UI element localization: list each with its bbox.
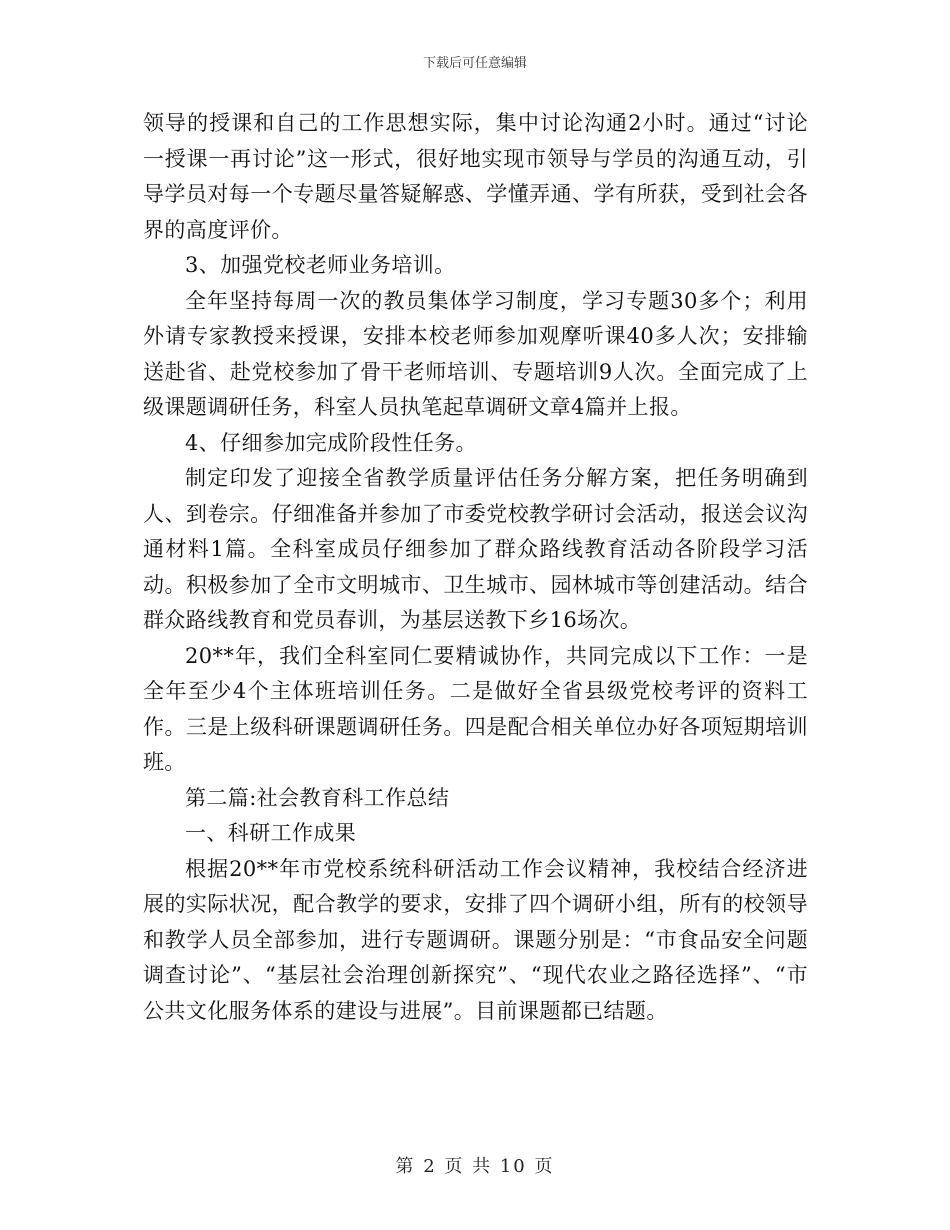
paragraph-phase-tasks: 制定印发了迎接全省教学质量评估任务分解方案，把任务明确到人、到卷宗。仔细准备并参加了市委党校教学研讨会活动，报送会议沟通材料1篇。全科室成员仔细参加了群众路线教育活动各阶段学习活动。积极参加了全市文明城市、卫生城市、园林城市等创建活动。结合群众路线教育和党员春训，为基层送教下乡16场次。 <box>143 466 808 632</box>
paragraph-plan: 20**年，我们全科室同仁要精诚协作，共同完成以下工作：一是全年至少4个主体班培训任务。二是做好全省县级党校考评的资料工作。三是上级科研课题调研任务。四是配合相关单位办好各项短期培训班。 <box>143 643 808 774</box>
paragraph-teacher-training: 全年坚持每周一次的教员集体学习制度，学习专题30多个；利用外请专家教授来授课，安排本校老师参加观摩听课40多人次；安排输送赴省、赴党校参加了骨干老师培训、专题培训9人次。全面完成了上级课题调研任务，科室人员执笔起草调研文章4篇并上报。 <box>143 288 808 419</box>
chapter-title: 第二篇:社会教育科工作总结 <box>185 785 450 810</box>
document-body <box>143 106 808 1029</box>
section-heading-4: 4、仔细参加完成阶段性任务。 <box>185 430 477 455</box>
section-heading-3: 3、加强党校老师业务培训。 <box>185 253 456 277</box>
page-footer: 第 2 页 共 10 页 <box>395 1156 555 1177</box>
page-header: 下载后可任意编辑 <box>422 56 527 71</box>
paragraph-research-results: 根据20**年市党校系统科研活动工作会议精神，我校结合经济进展的实际状况，配合教学的要求，安排了四个调研小组，所有的校领导和教学人员全部参加，进行专题调研。课题分别是：“市食品安全问题调查讨论”、“基层社会治理创新探究”、“现代农业之路径选择”、“市公共文化服务体系的建设与进展”。目前课题都已结题。 <box>143 856 808 1023</box>
section-heading-research: 一、科研工作成果 <box>185 821 357 845</box>
paragraph-continuation: 领导的授课和自己的工作思想实际，集中讨论沟通2小时。通过“讨论一授课一再讨论”这一形式，很好地实现市领导与学员的沟通互动，引导学员对每一个专题尽量答疑解惑、学懂弄通、学有所获，受到社会各界的高度评价。 <box>143 111 808 242</box>
